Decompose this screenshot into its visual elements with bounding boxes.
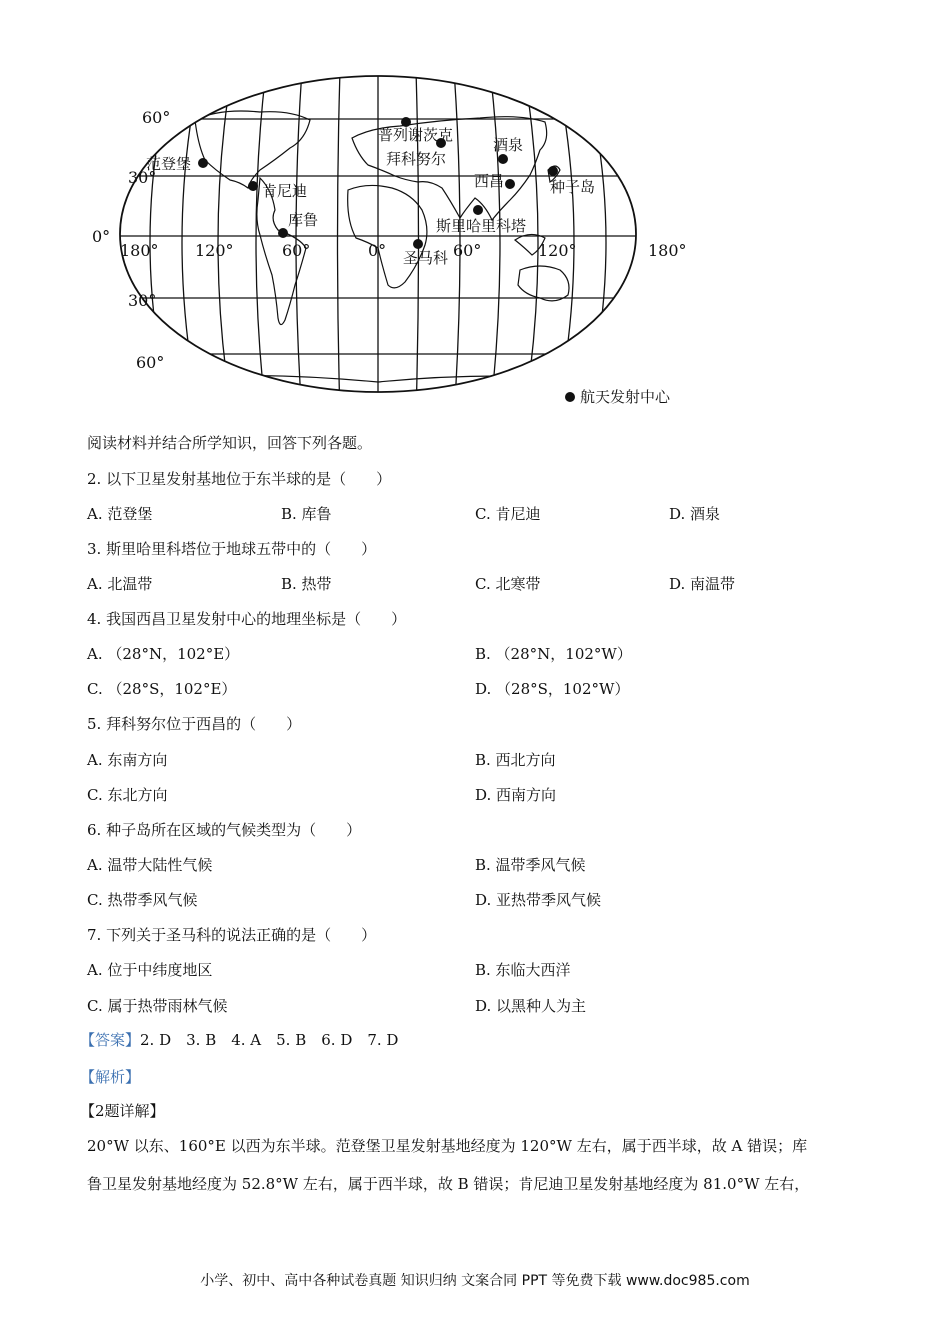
site-label-jiuquan: 酒泉: [493, 136, 524, 154]
site-label-sriharikota: 斯里哈里科塔: [436, 217, 527, 235]
site-label-tanegashima: 种子岛: [550, 178, 596, 196]
site-marker-sanmarco: [413, 239, 423, 249]
answer-text: 2. D 3. B 4. A 5. B 6. D 7. D: [140, 1031, 399, 1049]
q7-option-a: A. 位于中纬度地区: [87, 961, 213, 979]
q3-option-b: B. 热带: [281, 575, 332, 593]
q7-option-c: C. 属于热带雨林气候: [87, 997, 228, 1015]
question-6-stem: 6. 种子岛所在区域的气候类型为（ ）: [87, 821, 362, 839]
q6-option-a: A. 温带大陆性气候: [87, 856, 213, 874]
world-map: [92, 70, 700, 415]
site-label-fandengbao: 范登堡: [146, 155, 192, 173]
detail-title: 【2题详解】: [80, 1102, 165, 1120]
page-footer: 小学、初中、高中各种试卷真题 知识归纳 文案合同 PPT 等免费下载 www.doc985.com: [200, 1273, 750, 1289]
site-label-sanmarco: 圣马科: [403, 249, 449, 267]
detail-line-2: 鲁卫星发射基地经度为 52.8°W 左右，属于西半球，故 B 错误；肯尼迪卫星发射基地经度为 81.0°W 左右，: [87, 1175, 810, 1193]
site-label-kennedy: 肯尼迪: [262, 182, 308, 200]
question-5-stem: 5. 拜科努尔位于西昌的（ ）: [87, 715, 302, 733]
q3-option-a: A. 北温带: [87, 575, 153, 593]
question-7-stem: 7. 下列关于圣马科的说法正确的是（ ）: [87, 926, 377, 944]
q6-option-d: D. 亚热带季风气候: [475, 891, 602, 909]
lon-label-180e: 180°: [648, 241, 687, 260]
lat-label-30s: 30°: [128, 291, 157, 310]
lon-label-120w: 120°: [195, 241, 234, 260]
site-marker-kennedy: [248, 181, 258, 191]
world-map-figure: [92, 70, 700, 415]
q2-option-b: B. 库鲁: [281, 505, 332, 523]
site-marker-fandengbao: [198, 158, 208, 168]
q7-option-d: D. 以黑种人为主: [475, 997, 587, 1015]
q7-option-b: B. 东临大西洋: [475, 961, 571, 979]
intro-text: 阅读材料并结合所学知识，回答下列各题。: [87, 434, 373, 452]
legend-marker: [565, 392, 575, 402]
site-marker-tanegashima: [548, 166, 558, 176]
answer-label: 【答案】: [80, 1031, 141, 1049]
map-legend-label: 航天发射中心: [580, 388, 671, 406]
site-marker-kourou: [278, 228, 288, 238]
site-marker-jiuquan: [498, 154, 508, 164]
q6-option-b: B. 温带季风气候: [475, 856, 586, 874]
q5-option-b: B. 西北方向: [475, 751, 556, 769]
lat-label-30n: 30°: [128, 168, 157, 187]
site-label-baikonur: 拜科努尔: [386, 150, 447, 168]
q3-option-d: D. 南温带: [669, 575, 736, 593]
q2-option-d: D. 酒泉: [669, 505, 721, 523]
lon-label-60e: 60°: [453, 241, 482, 260]
site-label-xichang: 西昌: [474, 172, 505, 190]
lat-label-equator: 0°: [92, 227, 111, 246]
lat-label-60s: 60°: [136, 353, 165, 372]
detail-line-1: 20°W 以东、160°E 以西为东半球。范登堡卫星发射基地经度为 120°W 左右，属于西半球，故 A 错误；库: [87, 1137, 808, 1155]
q3-option-c: C. 北寒带: [475, 575, 541, 593]
lon-label-60w: 60°: [282, 241, 311, 260]
site-marker-xichang: [505, 179, 515, 189]
lon-label-180w: 180°: [120, 241, 159, 260]
site-label-plesetsk: 普列谢茨克: [378, 126, 454, 144]
answer-line: [80, 1030, 398, 1050]
q4-option-d: D. （28°S，102°W）: [475, 680, 630, 698]
q5-option-a: A. 东南方向: [87, 751, 168, 769]
question-4-stem: 4. 我国西昌卫星发射中心的地理坐标是（ ）: [87, 610, 407, 628]
question-2-stem: 2. 以下卫星发射基地位于东半球的是（ ）: [87, 470, 392, 488]
analysis-label: 【解析】: [80, 1068, 141, 1086]
q4-option-c: C. （28°S，102°E）: [87, 680, 237, 698]
lon-label-0: 0°: [368, 241, 387, 260]
question-3-stem: 3. 斯里哈里科塔位于地球五带中的（ ）: [87, 540, 377, 558]
lat-label-60n: 60°: [142, 108, 171, 127]
q2-option-c: C. 肯尼迪: [475, 505, 541, 523]
site-marker-sriharikota: [473, 205, 483, 215]
q2-option-a: A. 范登堡: [87, 505, 153, 523]
q4-option-a: A. （28°N，102°E）: [87, 645, 240, 663]
q5-option-d: D. 西南方向: [475, 786, 557, 804]
q4-option-b: B. （28°N，102°W）: [475, 645, 632, 663]
lon-label-120e: 120°: [538, 241, 577, 260]
q5-option-c: C. 东北方向: [87, 786, 168, 804]
q6-option-c: C. 热带季风气候: [87, 891, 198, 909]
site-label-kourou: 库鲁: [288, 211, 319, 229]
